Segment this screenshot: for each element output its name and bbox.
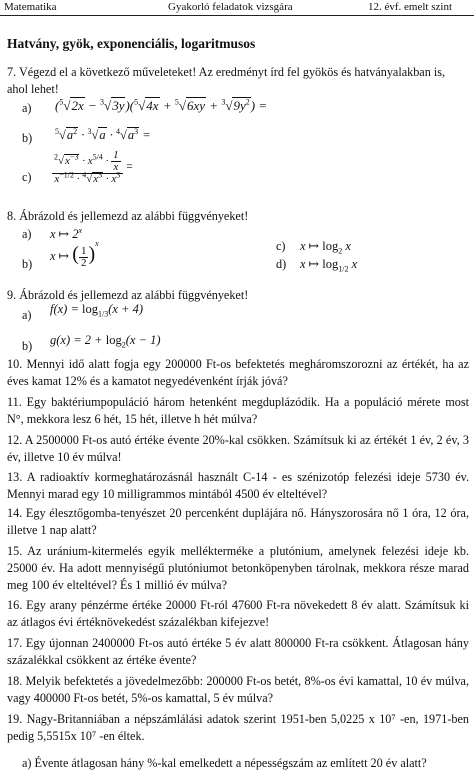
page-header [0, 0, 474, 16]
exercise-12-text: 12. A 2500000 Ft-os autó értéke évente 20%-kal csökken. Számítsuk ki az értékét 1 év, 2 év, 3 év, illetve 10 év múlva! [7, 433, 469, 464]
exercise-9b-formula: $g(x) = 2 + \log_2(x - 1)$ [50, 333, 161, 350]
exercise-7b-label: b) [22, 131, 33, 145]
exercise-7a-formula: $(^5√2x - ^3√3y)(^5√4x + ^5√6xy + ^3√9y^2)$ = [55, 97, 268, 113]
exercise-19a-text: a) Évente átlagosan hány %-kal emelkedett a népességszám az említett 20 év alatt? [22, 756, 427, 770]
header-title: Gyakorló feladatok vizsgára [168, 1, 293, 13]
exercise-11-text: 11. Egy baktériumpopuláció három hetenként megduplázódik. Ha a populáció mérete most N°, mekkora lesz 6 hét, 15 hét, illetve h hét múlva? [7, 395, 469, 426]
exercise-8d-label: d) [276, 257, 287, 271]
exercise-7c-label: c) [22, 170, 32, 184]
exercise-9a-label: a) [22, 308, 32, 322]
exercise-19-text: 19. Nagy-Britanniában a népszámlálási adatok szerint 1951-ben 5,0225 x 10⁷ -en, 1971-ben pedig 5,5515x 10⁷ -en éltek. [7, 712, 469, 743]
exercise-8c-formula: x ↦ $\log_2 x$ [300, 239, 351, 256]
exercise-7-text: 7. Végezd el a következő műveleteket! Az eredményt írd fel gyökös és hatványalakban is, ahol lehet! [7, 65, 446, 96]
exercise-8-text: 8. Ábrázold és jellemezd az alábbi függvényeket! [7, 209, 249, 223]
exercise-8c-label: c) [276, 239, 286, 253]
exercise-8a-label: a) [22, 227, 32, 241]
exercise-17-text: 17. Egy újonnan 2400000 Ft-os autó értéke 5 év alatt 800000 Ft-ra csökkent. Átlagosan hány százalékkal csökkent az értéke évente? [7, 636, 469, 667]
exercise-8b-label: b) [22, 257, 33, 271]
exercise-7b-formula: $^5√a^2 \cdot ^3√a \cdot ^4√a^3$ = [55, 126, 151, 142]
exercise-8a-formula: x ↦ 2$^x$ [50, 225, 83, 241]
exercise-7a-label: a) [22, 101, 32, 115]
header-subject: Matematika [4, 1, 57, 13]
section-title: Hatvány, gyök, exponenciális, logaritmusos [7, 36, 256, 51]
exercise-13-text: 13. A radioaktív kormeghatározásnál használt C-14 - es szénizotóp felezési ideje 5730 év. Mennyi marad egy 10 milligrammos mintából 4500 év elteltével? [7, 470, 469, 501]
exercise-8b-formula: x ↦ ( $\frac{1}{2}$ )$^x$ [50, 239, 99, 269]
exercise-7c-formula: $^2√x^{-3} \cdot x^{5/4}$ · $\frac{1}{x}$ $x^{-1/2} \cdot ^4√x^3 \cdot x^3$ = [54, 149, 134, 185]
exercise-9b-label: b) [22, 339, 33, 353]
exercise-10-text: 10. Mennyi idő alatt fogja egy 200000 Ft-os befektetés megháromszorozni az értékét, ha az éves kamat 12% és a kamatot negyedévenként írják jóvá? [7, 357, 469, 388]
exercise-9a-formula: $f(x) = \log_{1/3}(x + 4)$ [50, 302, 144, 319]
header-grade: 12. évf. emelt szint [368, 1, 453, 13]
exercise-15-text: 15. Az uránium-kitermelés egyik mellékterméke a plutónium, amelynek felezési ideje kb. 25000 év. Ha adott mennyiségű plutóniumot betonköpenyben tárolnak, mekkora része marad meg 100 év elteltével? És 1 millió év múlva? [7, 544, 469, 592]
exercise-18-text: 18. Melyik befektetés a jövedelmezőbb: 200000 Ft-os betét, 8%-os évi kamattal, 10 év múlva, vagy 400000 Ft-os betét, 5%-os kamattal, 5 év múlva? [7, 674, 469, 705]
exercise-8d-formula: x ↦ $\log_{1/2} x$ [300, 257, 358, 274]
exercise-14-text: 14. Egy élesztőgomba-tenyészet 20 percenként duplájára nő. Hányszorosára nő 1 óra, 12 óra, illetve 1 nap alatt? [7, 506, 469, 537]
exercise-9-text: 9. Ábrázold és jellemezd az alábbi függvényeket! [7, 288, 249, 302]
exercise-16-text: 16. Egy arany pénzérme értéke 20000 Ft-ról 47600 Ft-ra növekedett 8 év alatt. Számítsuk ki az átlagos évi értéknövekedést százalékban kifejezve! [7, 598, 469, 629]
